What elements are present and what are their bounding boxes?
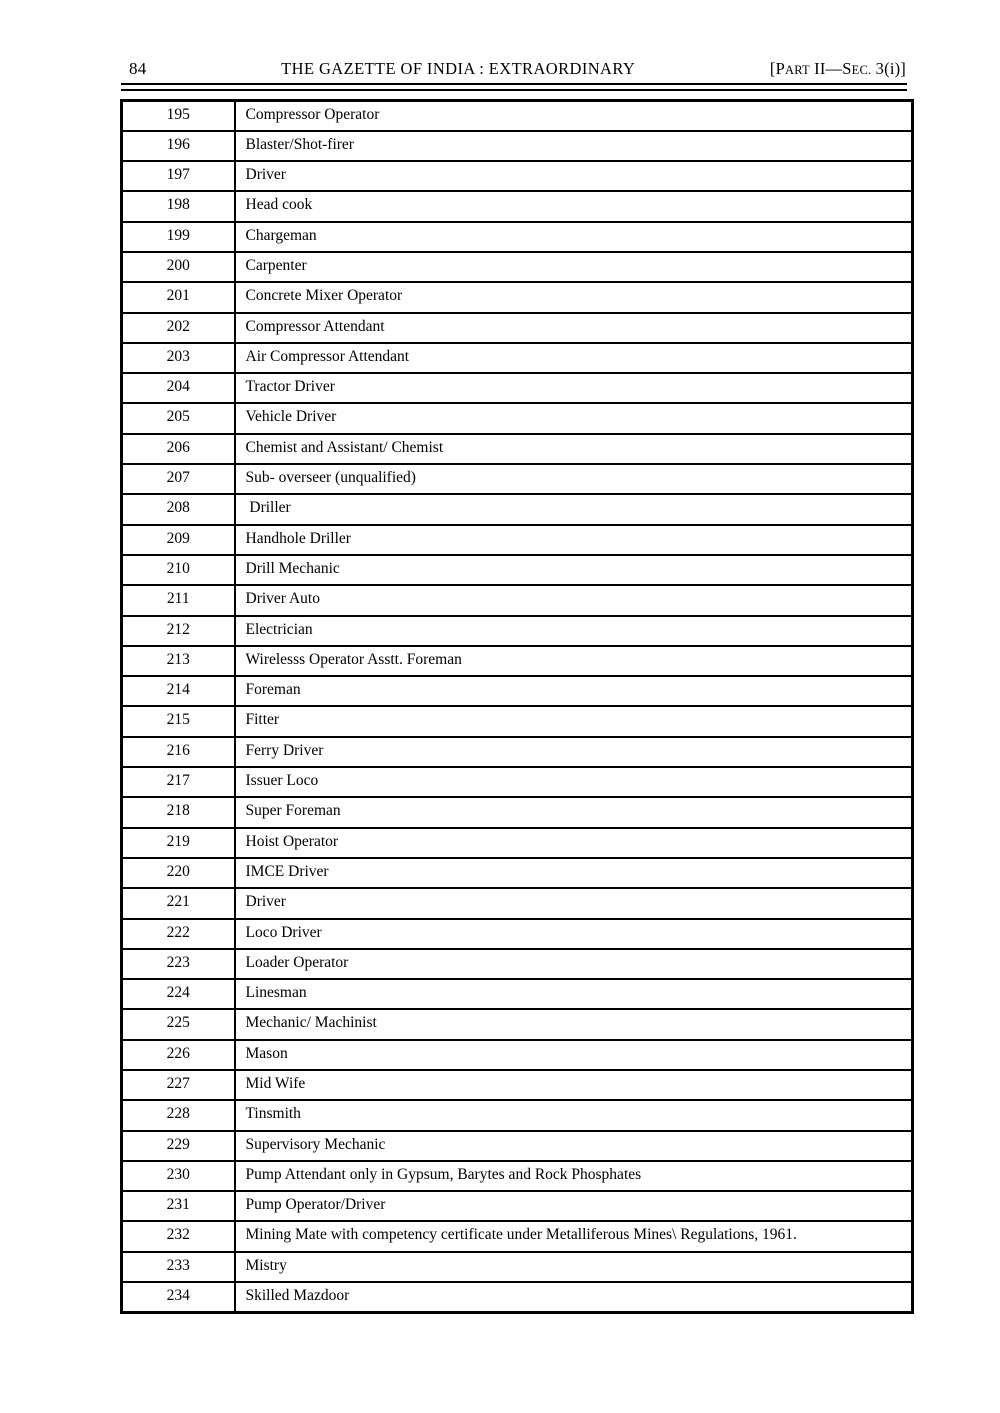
table-row (122, 797, 913, 827)
section-ref-sec: EC. (851, 63, 872, 77)
row-title-cell: Mason (235, 1040, 913, 1070)
row-number-cell: 216 (122, 737, 235, 767)
row-title-cell: IMCE Driver (235, 858, 913, 888)
table-row (122, 737, 913, 767)
table-row (122, 313, 913, 343)
row-title-cell: Sub- overseer (unqualified) (235, 464, 913, 494)
row-number-cell: 232 (122, 1221, 235, 1251)
row-title-cell: Tractor Driver (235, 373, 913, 403)
row-number-cell: 214 (122, 676, 235, 706)
row-title-cell: Head cook (235, 191, 913, 221)
table-row (122, 1161, 913, 1191)
row-number-cell: 206 (122, 434, 235, 464)
table-row (122, 131, 913, 161)
table-row (122, 434, 913, 464)
row-title-cell: Driver (235, 161, 913, 191)
section-ref-part: ART (784, 63, 810, 77)
row-title-cell: Tinsmith (235, 1100, 913, 1130)
row-number-cell: 197 (122, 161, 235, 191)
row-title-cell: Mistry (235, 1252, 913, 1282)
table-row (122, 1009, 913, 1039)
table-row (122, 1252, 913, 1282)
row-number-cell: 198 (122, 191, 235, 221)
row-title-cell: Blaster/Shot-firer (235, 131, 913, 161)
table-row (122, 767, 913, 797)
row-title-cell: Electrician (235, 616, 913, 646)
header-double-rule (121, 83, 907, 91)
row-number-cell: 205 (122, 403, 235, 433)
row-number-cell: 221 (122, 888, 235, 918)
row-title-cell: Mid Wife (235, 1070, 913, 1100)
row-number-cell: 213 (122, 646, 235, 676)
table-row (122, 1040, 913, 1070)
table-row (122, 828, 913, 858)
table-row (122, 555, 913, 585)
table-row (122, 1221, 913, 1251)
table-row (122, 919, 913, 949)
section-ref-open: [P (769, 59, 785, 78)
row-title-cell: Vehicle Driver (235, 403, 913, 433)
row-number-cell: 219 (122, 828, 235, 858)
header-section-ref (770, 59, 906, 80)
table-row (122, 888, 913, 918)
table-row (122, 646, 913, 676)
table-row (122, 585, 913, 615)
table-row (122, 979, 913, 1009)
row-title-cell: Driver (235, 888, 913, 918)
row-number-cell: 218 (122, 797, 235, 827)
row-number-cell: 217 (122, 767, 235, 797)
row-title-cell: Chemist and Assistant/ Chemist (235, 434, 913, 464)
table-row (122, 161, 913, 191)
table-row (122, 191, 913, 221)
row-title-cell: Driller (235, 494, 913, 524)
table-row (122, 494, 913, 524)
row-number-cell: 195 (122, 101, 235, 131)
row-title-cell: Drill Mechanic (235, 555, 913, 585)
row-number-cell: 223 (122, 949, 235, 979)
table-row (122, 706, 913, 736)
table-row (122, 1131, 913, 1161)
row-title-cell: Driver Auto (235, 585, 913, 615)
table-row (122, 1191, 913, 1221)
row-number-cell: 229 (122, 1131, 235, 1161)
table-row (122, 464, 913, 494)
row-title-cell: Mechanic/ Machinist (235, 1009, 913, 1039)
row-title-cell: Issuer Loco (235, 767, 913, 797)
table-row (122, 373, 913, 403)
page-title: THE GAZETTE OF INDIA : EXTRAORDINARY (281, 59, 636, 78)
row-title-cell: Fitter (235, 706, 913, 736)
table-row (122, 949, 913, 979)
row-title-cell: Compressor Attendant (235, 313, 913, 343)
row-number-cell: 200 (122, 252, 235, 282)
row-title-cell: Foreman (235, 676, 913, 706)
row-title-cell: Compressor Operator (235, 101, 913, 131)
occupation-table (120, 99, 914, 1314)
row-title-cell: Skilled Mazdoor (235, 1282, 913, 1312)
row-number-cell: 203 (122, 343, 235, 373)
table-row (122, 676, 913, 706)
row-number-cell: 224 (122, 979, 235, 1009)
row-number-cell: 220 (122, 858, 235, 888)
row-title-cell: Linesman (235, 979, 913, 1009)
table-row (122, 1282, 913, 1312)
table-row (122, 858, 913, 888)
table-row (122, 101, 913, 131)
table-row (122, 252, 913, 282)
row-number-cell: 226 (122, 1040, 235, 1070)
table-row (122, 616, 913, 646)
row-number-cell: 225 (122, 1009, 235, 1039)
row-number-cell: 196 (122, 131, 235, 161)
row-number-cell: 207 (122, 464, 235, 494)
row-title-cell: Air Compressor Attendant (235, 343, 913, 373)
table-row (122, 222, 913, 252)
row-number-cell: 199 (122, 222, 235, 252)
row-number-cell: 212 (122, 616, 235, 646)
header-text-row (121, 59, 907, 80)
row-title-cell: Loader Operator (235, 949, 913, 979)
page-number: 84 (129, 59, 147, 78)
row-number-cell: 215 (122, 706, 235, 736)
row-title-cell: Handhole Driller (235, 525, 913, 555)
row-number-cell: 208 (122, 494, 235, 524)
page-header (121, 59, 907, 91)
section-ref-close: 3(i)] (871, 59, 906, 78)
row-number-cell: 201 (122, 282, 235, 312)
row-title-cell: Pump Operator/Driver (235, 1191, 913, 1221)
table-row (122, 525, 913, 555)
row-number-cell: 209 (122, 525, 235, 555)
table-row (122, 1070, 913, 1100)
occupation-table-body (122, 101, 913, 1313)
row-title-cell: Carpenter (235, 252, 913, 282)
table-row (122, 1100, 913, 1130)
table-row (122, 343, 913, 373)
row-number-cell: 230 (122, 1161, 235, 1191)
section-ref-mid: II—S (809, 59, 852, 78)
row-title-cell: Loco Driver (235, 919, 913, 949)
row-title-cell: Ferry Driver (235, 737, 913, 767)
row-number-cell: 233 (122, 1252, 235, 1282)
row-number-cell: 231 (122, 1191, 235, 1221)
table-row (122, 282, 913, 312)
row-title-cell: Supervisory Mechanic (235, 1131, 913, 1161)
row-number-cell: 210 (122, 555, 235, 585)
row-title-cell: Hoist Operator (235, 828, 913, 858)
row-title-cell: Mining Mate with competency certificate under Metalliferous Mines\ Regulations, 1961. (235, 1221, 913, 1251)
row-title-cell: Chargeman (235, 222, 913, 252)
row-number-cell: 202 (122, 313, 235, 343)
row-number-cell: 234 (122, 1282, 235, 1312)
row-title-cell: Concrete Mixer Operator (235, 282, 913, 312)
row-title-cell: Pump Attendant only in Gypsum, Barytes and Rock Phosphates (235, 1161, 913, 1191)
row-number-cell: 204 (122, 373, 235, 403)
table-row (122, 403, 913, 433)
row-number-cell: 222 (122, 919, 235, 949)
row-number-cell: 228 (122, 1100, 235, 1130)
row-title-cell: Super Foreman (235, 797, 913, 827)
row-number-cell: 227 (122, 1070, 235, 1100)
row-title-cell: Wirelesss Operator Asstt. Foreman (235, 646, 913, 676)
row-number-cell: 211 (122, 585, 235, 615)
